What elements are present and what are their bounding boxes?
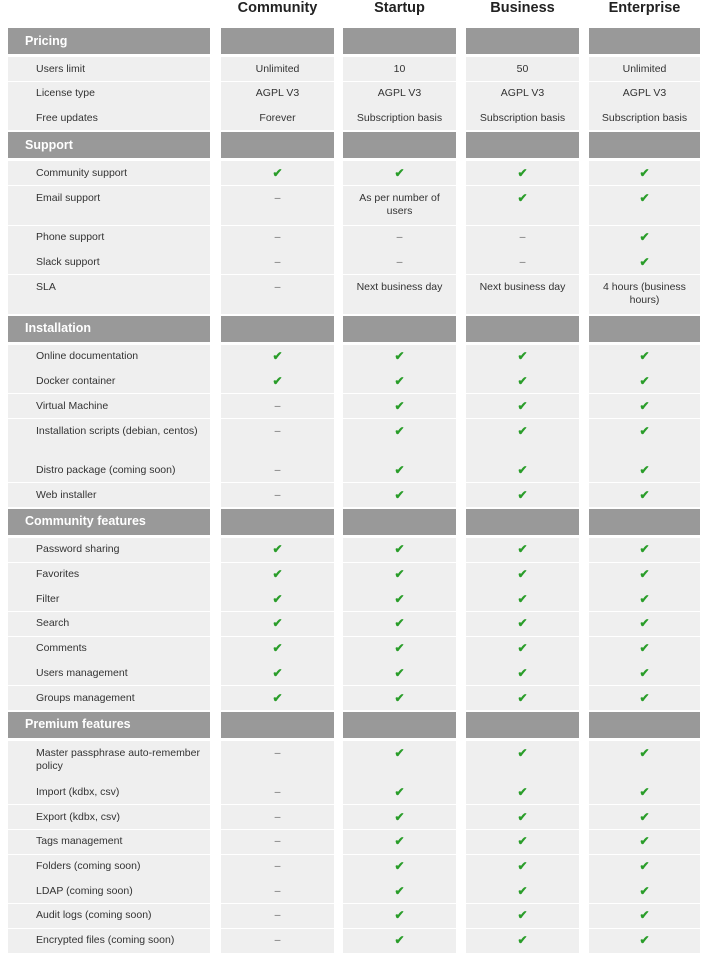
check-icon: ✔ [272,641,283,656]
check-icon: ✔ [394,784,405,799]
check-icon: ✔ [517,859,528,873]
cell-value [221,538,334,562]
cell-value [589,780,700,804]
cell-value [466,275,579,314]
check-icon: ✔ [394,165,405,180]
section-header-cell [466,316,579,342]
check-icon: ✔ [639,567,650,581]
check-icon: ✔ [517,542,528,557]
check-icon: ✔ [639,373,650,388]
cell-value [343,57,456,81]
cell-value [221,369,334,393]
check-icon: ✔ [394,398,405,413]
cell-text: Forever [259,111,296,124]
check-icon: ✔ [639,665,650,680]
section-header-community-features: Community features [8,509,210,535]
cell-value [343,830,456,854]
cell-value [589,830,700,854]
cell-value [343,879,456,903]
cell-value [589,186,700,225]
cell-value [221,161,334,185]
dash-icon: – [274,934,281,947]
check-icon: ✔ [639,254,650,269]
check-icon: ✔ [517,809,528,824]
section-header-cell [466,509,579,535]
section-header-cell [221,712,334,738]
check-icon: ✔ [639,591,650,606]
section-header-pricing: Pricing [8,28,210,54]
row-label: Comments [8,637,210,661]
section-header-cell [221,316,334,342]
cell-value [466,106,579,130]
row-label: Import (kdbx, csv) [8,780,210,804]
cell-value [466,661,579,685]
check-icon: ✔ [394,908,405,923]
cell-value [466,345,579,369]
cell-value [589,879,700,903]
dash-icon: – [274,860,281,872]
cell-value [221,275,334,314]
cell-value [466,226,579,250]
check-icon: ✔ [394,745,405,760]
row-label: Users management [8,661,210,685]
cell-value [221,612,334,636]
cell-value [343,394,456,418]
cell-value [589,805,700,829]
row-label: LDAP (coming soon) [8,879,210,903]
check-icon: ✔ [517,487,528,502]
dash-icon: – [274,488,281,501]
cell-text: 50 [516,62,529,75]
row-label: Phone support [8,226,210,250]
check-icon: ✔ [394,591,405,606]
check-icon: ✔ [639,165,650,180]
check-icon: ✔ [272,616,283,631]
cell-value [343,369,456,393]
cell-value [343,226,456,250]
cell-value [221,57,334,81]
cell-value [466,458,579,482]
cell-value [589,661,700,685]
cell-value [343,929,456,953]
check-icon: ✔ [272,349,283,364]
check-icon: ✔ [394,616,405,631]
cell-value [221,250,334,274]
row-label: Encrypted files (coming soon) [8,929,210,953]
section-header-cell [466,712,579,738]
check-icon: ✔ [639,542,650,557]
row-label: Community support [8,161,210,185]
check-icon: ✔ [639,859,650,873]
cell-value [466,904,579,928]
cell-value [221,855,334,879]
check-icon: ✔ [639,745,650,760]
cell-value [221,587,334,611]
cell-value [466,394,579,418]
cell-value [589,929,700,953]
cell-value [221,904,334,928]
cell-value [589,483,700,507]
section-header-cell [221,28,334,54]
cell-value [343,106,456,130]
cell-value [589,538,700,562]
section-header-cell [221,132,334,158]
cell-value [343,686,456,710]
check-icon: ✔ [517,908,528,923]
cell-value [589,563,700,587]
cell-value [343,904,456,928]
cell-value [343,483,456,507]
cell-value [466,879,579,903]
check-icon: ✔ [394,690,405,705]
section-header-installation: Installation [8,316,210,342]
check-icon: ✔ [517,567,528,581]
cell-value [221,186,334,225]
row-label: Distro package (coming soon) [8,458,210,482]
cell-text: AGPL V3 [622,87,667,100]
cell-value [221,741,334,780]
check-icon: ✔ [639,933,650,948]
check-icon: ✔ [639,349,650,364]
check-icon: ✔ [394,859,405,873]
cell-value [466,830,579,854]
check-icon: ✔ [517,349,528,364]
cell-value [343,419,456,458]
check-icon: ✔ [639,641,650,656]
cell-value [466,250,579,274]
cell-value [221,661,334,685]
cell-value [466,419,579,458]
check-icon: ✔ [517,423,528,438]
cell-value [221,637,334,661]
check-icon: ✔ [639,834,650,849]
cell-value [221,106,334,130]
check-icon: ✔ [272,542,283,557]
section-header-cell [589,28,700,54]
cell-value [343,637,456,661]
cell-value [589,741,700,780]
row-label: Slack support [8,250,210,274]
cell-value [466,780,579,804]
section-header-cell [589,509,700,535]
row-label: Master passphrase auto-remember policy [8,741,210,780]
check-icon: ✔ [272,690,283,705]
dash-icon: – [519,231,526,243]
dash-icon: – [274,424,281,437]
cell-text: Next business day [479,280,566,293]
dash-icon: – [396,231,403,243]
cell-value [343,563,456,587]
check-icon: ✔ [394,834,405,849]
check-icon: ✔ [639,230,650,244]
check-icon: ✔ [639,462,650,477]
cell-value [343,741,456,780]
section-header-cell [343,132,456,158]
check-icon: ✔ [394,933,405,948]
check-icon: ✔ [639,784,650,799]
row-label: Web installer [8,483,210,507]
check-icon: ✔ [394,373,405,388]
row-label: Installation scripts (debian, centos) [8,419,210,458]
cell-value [589,855,700,879]
check-icon: ✔ [394,641,405,656]
cell-value [221,805,334,829]
plan-header-business: Business [490,0,555,16]
cell-value [589,250,700,274]
cell-value [589,637,700,661]
check-icon: ✔ [517,616,528,631]
cell-value [221,458,334,482]
cell-text: AGPL V3 [377,87,422,100]
check-icon: ✔ [517,462,528,477]
cell-value [466,563,579,587]
cell-value [589,57,700,81]
check-icon: ✔ [272,591,283,606]
cell-text: Subscription basis [479,111,566,124]
check-icon: ✔ [639,908,650,923]
cell-value [343,161,456,185]
check-icon: ✔ [639,809,650,824]
cell-value [221,879,334,903]
cell-value [466,483,579,507]
row-label: Favorites [8,563,210,587]
row-label: Free updates [8,106,210,130]
check-icon: ✔ [517,784,528,799]
check-icon: ✔ [639,690,650,705]
check-icon: ✔ [394,542,405,557]
cell-value [466,57,579,81]
cell-value [343,855,456,879]
check-icon: ✔ [639,487,650,502]
check-icon: ✔ [517,591,528,606]
dash-icon: – [519,255,526,268]
cell-value [466,686,579,710]
check-icon: ✔ [517,165,528,180]
row-label: License type [8,82,210,106]
check-icon: ✔ [517,641,528,656]
cell-value [589,106,700,130]
cell-value [221,345,334,369]
cell-value [589,275,700,314]
cell-value [466,587,579,611]
cell-value [589,904,700,928]
cell-value [343,587,456,611]
check-icon: ✔ [517,883,528,898]
cell-value [343,82,456,106]
row-label: Audit logs (coming soon) [8,904,210,928]
section-header-cell [343,316,456,342]
check-icon: ✔ [517,745,528,760]
row-label: Groups management [8,686,210,710]
cell-text: Next business day [356,280,443,293]
cell-text: 4 hours (business hours) [603,280,686,306]
cell-value [343,612,456,636]
cell-value [466,186,579,225]
cell-value [221,394,334,418]
cell-value [466,369,579,393]
cell-value [343,805,456,829]
cell-value [466,161,579,185]
section-header-cell [589,316,700,342]
cell-value [343,250,456,274]
check-icon: ✔ [272,373,283,388]
check-icon: ✔ [394,567,405,581]
cell-value [466,929,579,953]
cell-text: AGPL V3 [500,87,545,100]
cell-value [221,929,334,953]
cell-text: Subscription basis [601,111,688,124]
dash-icon: – [274,280,281,293]
cell-value [221,483,334,507]
cell-text: 10 [393,62,406,75]
check-icon: ✔ [517,665,528,680]
check-icon: ✔ [394,349,405,364]
cell-value [343,780,456,804]
row-label: Folders (coming soon) [8,855,210,879]
check-icon: ✔ [639,190,650,205]
cell-text: Subscription basis [356,111,443,124]
cell-value [343,345,456,369]
dash-icon: – [274,810,281,823]
cell-value [466,82,579,106]
section-header-cell [466,132,579,158]
cell-value [221,686,334,710]
check-icon: ✔ [394,809,405,824]
cell-value [589,345,700,369]
cell-value [466,637,579,661]
row-label: Password sharing [8,538,210,562]
cell-value [221,780,334,804]
check-icon: ✔ [272,165,283,180]
dash-icon: – [274,785,281,798]
check-icon: ✔ [517,690,528,705]
check-icon: ✔ [394,487,405,502]
dash-icon: – [274,191,281,204]
dash-icon: – [274,231,281,243]
dash-icon: – [274,255,281,268]
cell-value [466,612,579,636]
cell-text: Unlimited [255,62,300,75]
cell-value [589,82,700,106]
plan-header-startup: Startup [374,0,425,16]
section-header-cell [589,712,700,738]
plan-header-enterprise: Enterprise [608,0,681,16]
check-icon: ✔ [394,462,405,477]
row-label: Tags management [8,830,210,854]
cell-text: AGPL V3 [255,87,300,100]
cell-value [589,686,700,710]
row-label: Search [8,612,210,636]
check-icon: ✔ [639,883,650,898]
row-label: Docker container [8,369,210,393]
section-header-cell [221,509,334,535]
cell-value [589,394,700,418]
section-header-cell [589,132,700,158]
check-icon: ✔ [394,423,405,438]
check-icon: ✔ [517,190,528,205]
check-icon: ✔ [394,665,405,680]
cell-value [343,458,456,482]
section-header-cell [343,509,456,535]
check-icon: ✔ [517,398,528,413]
check-icon: ✔ [394,883,405,898]
dash-icon: – [274,463,281,476]
cell-text: As per number of users [359,191,440,217]
cell-value [221,830,334,854]
cell-value [589,587,700,611]
check-icon: ✔ [272,665,283,680]
cell-value [589,419,700,458]
row-label: Online documentation [8,345,210,369]
dash-icon: – [274,835,281,848]
row-label: Users limit [8,57,210,81]
cell-value [221,82,334,106]
check-icon: ✔ [272,567,283,581]
cell-value [466,855,579,879]
cell-value [343,275,456,314]
cell-value [221,563,334,587]
cell-value [589,226,700,250]
section-header-support: Support [8,132,210,158]
row-label: Virtual Machine [8,394,210,418]
check-icon: ✔ [517,834,528,849]
cell-value [589,612,700,636]
cell-value [466,805,579,829]
check-icon: ✔ [517,373,528,388]
cell-text: Unlimited [622,62,667,75]
cell-value [466,741,579,780]
dash-icon: – [274,399,281,412]
row-label: Email support [8,186,210,225]
check-icon: ✔ [517,933,528,948]
dash-icon: – [274,746,281,759]
dash-icon: – [274,909,281,922]
cell-value [589,161,700,185]
section-header-cell [343,712,456,738]
section-header-cell [343,28,456,54]
row-label: Filter [8,587,210,611]
cell-value [343,661,456,685]
dash-icon: – [274,884,281,897]
section-header-premium-features: Premium features [8,712,210,738]
dash-icon: – [396,255,403,268]
cell-value [221,226,334,250]
plan-header-community: Community [237,0,318,16]
cell-value [466,538,579,562]
check-icon: ✔ [639,423,650,438]
cell-value [221,419,334,458]
check-icon: ✔ [639,398,650,413]
row-label: Export (kdbx, csv) [8,805,210,829]
section-header-cell [466,28,579,54]
row-label: SLA [8,275,210,314]
cell-value [589,458,700,482]
check-icon: ✔ [639,616,650,631]
cell-value [343,186,456,225]
cell-value [589,369,700,393]
cell-value [343,538,456,562]
